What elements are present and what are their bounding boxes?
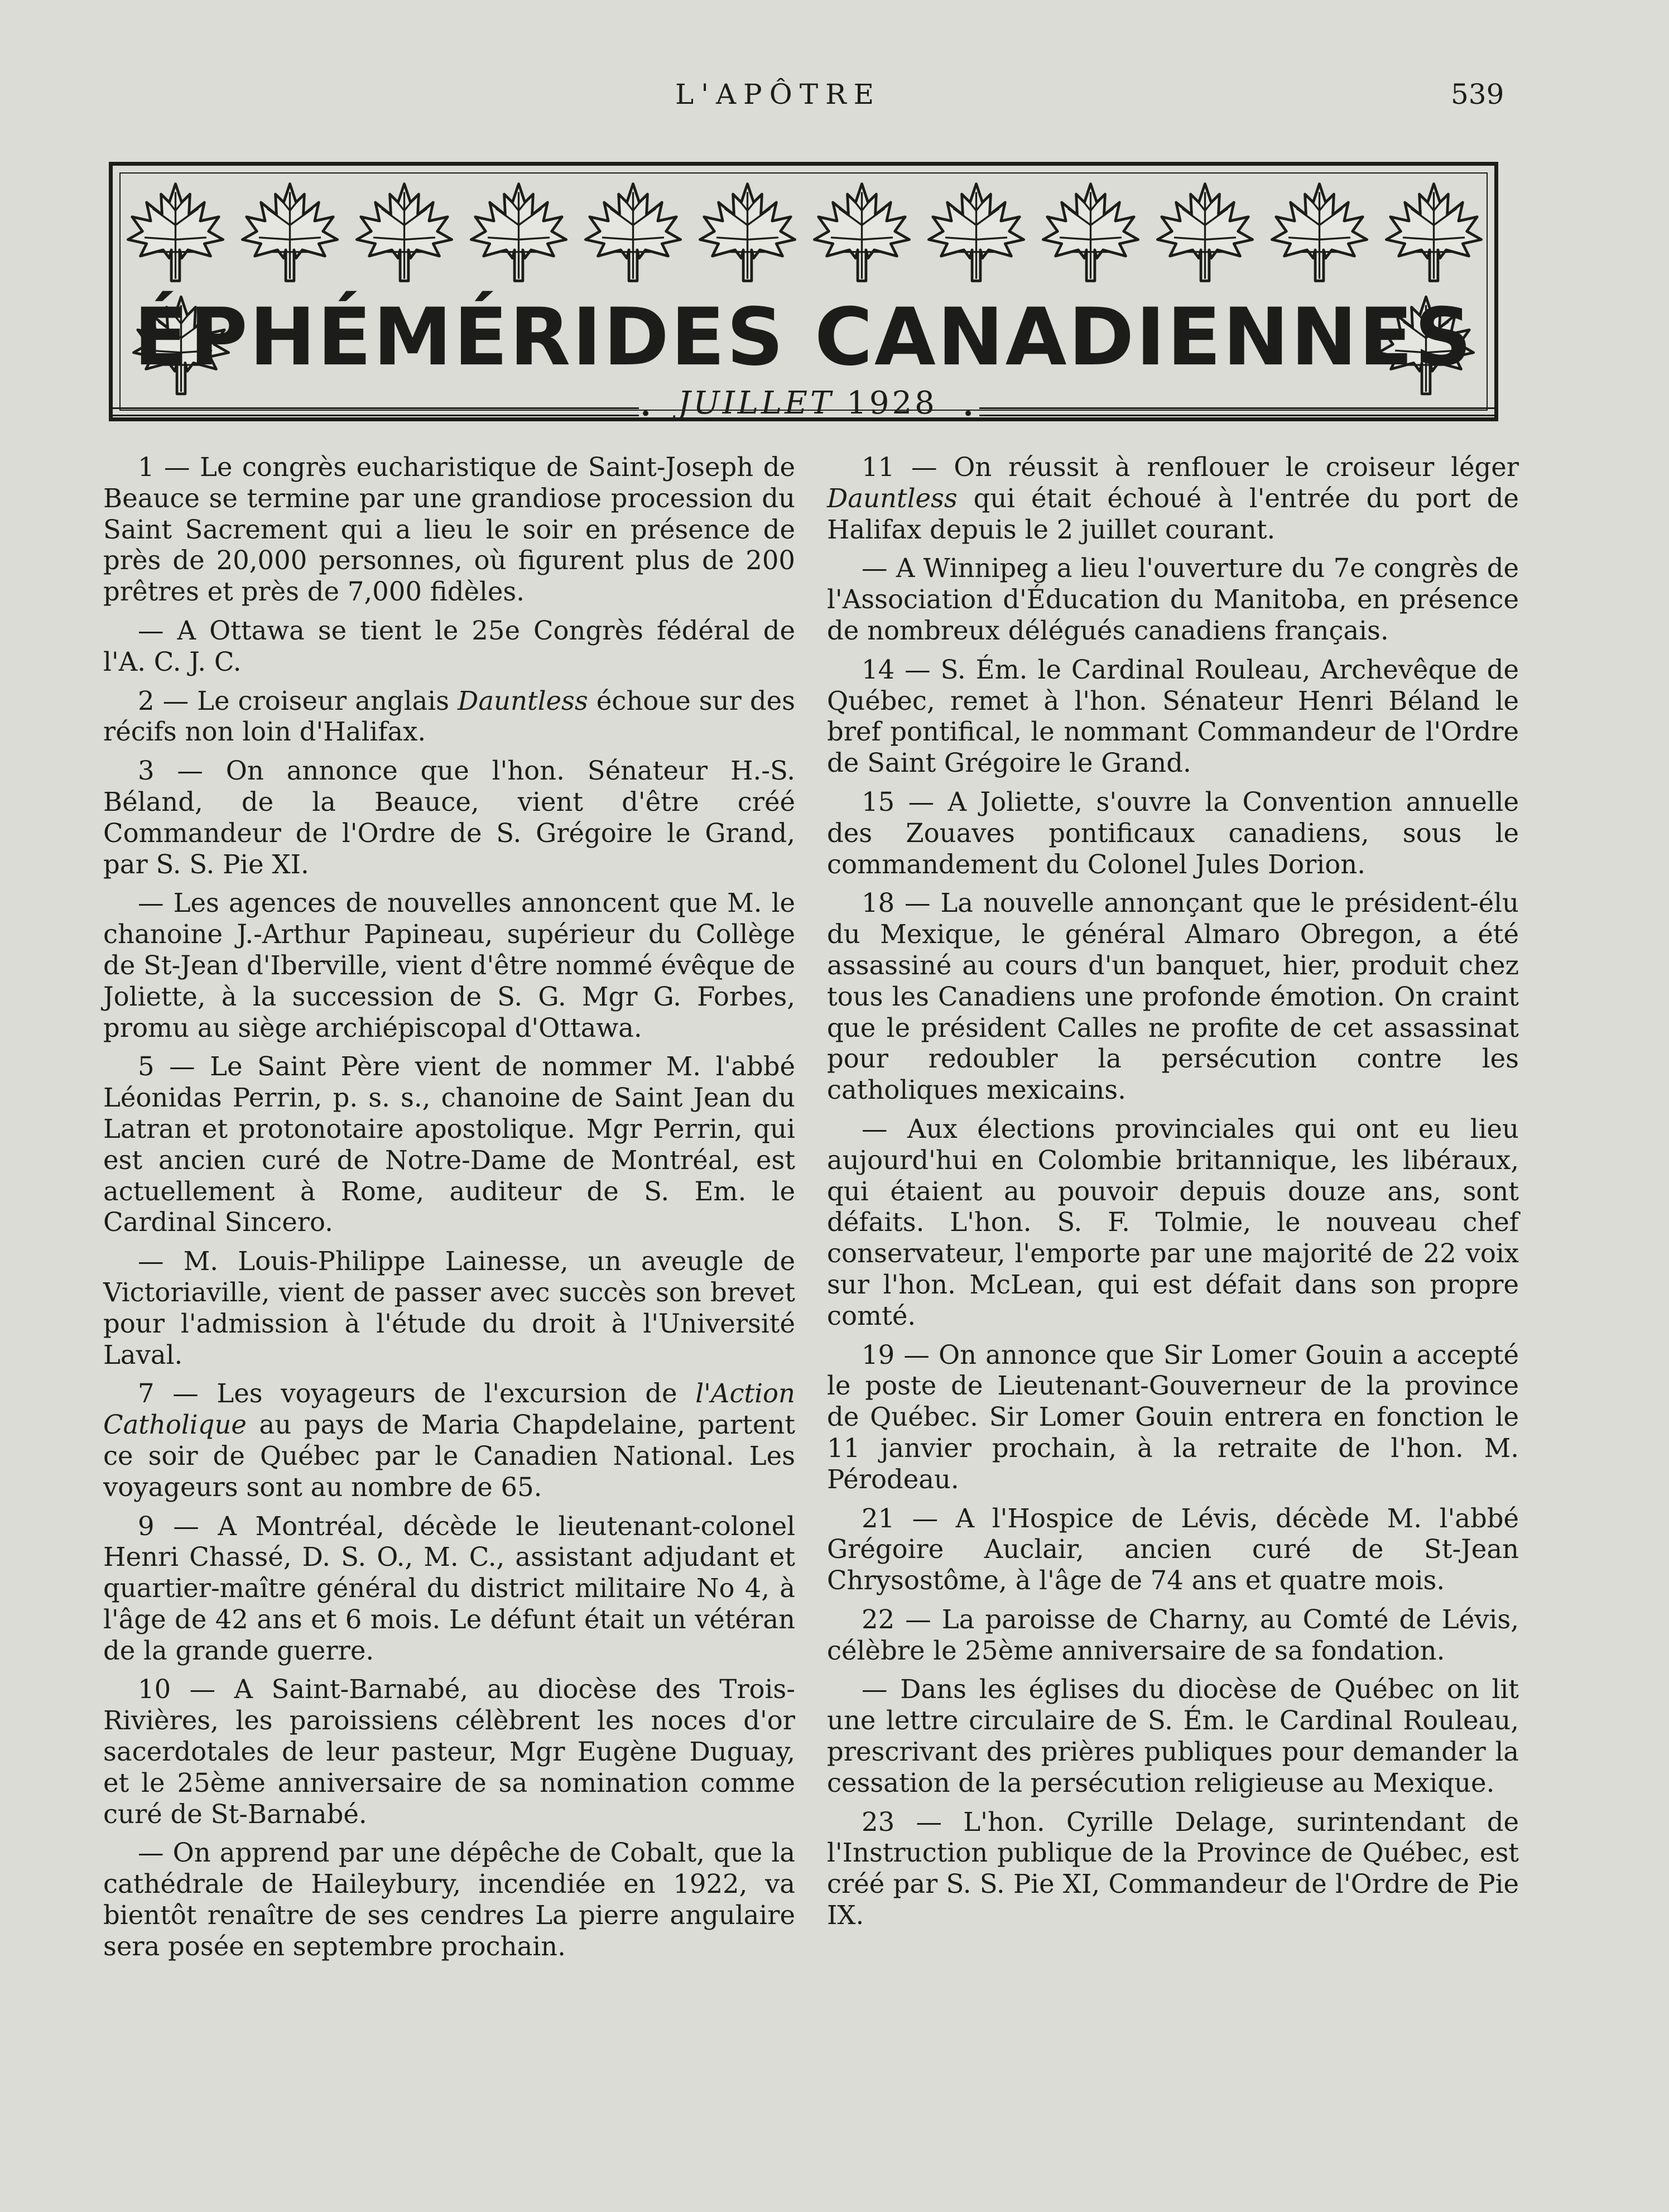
date-year: 1928 <box>846 385 937 421</box>
double-rule-left <box>109 407 639 416</box>
maple-leaf-icon <box>925 180 1028 283</box>
maple-leaf-icon <box>238 180 342 283</box>
entry-paragraph <box>103 1378 795 1503</box>
entry-paragraph: 22 — La paroisse de Charny, au Comté de Lévis, célèbre le 25ème anniversaire de sa fondation. <box>827 1604 1519 1666</box>
entry-text: 7 — Les voyageurs de l'excursion de <box>138 1378 696 1409</box>
maple-leaf-icon <box>581 180 685 283</box>
maple-leaf-icon <box>696 180 799 283</box>
running-title: L'APÔTRE <box>675 78 882 110</box>
entry-paragraph: — A Ottawa se tient le 25e Congrès fédéral de l'A. C. J. C. <box>103 615 795 677</box>
entry-text: au pays de Maria Chapdelaine, partent ce soir de Québec par le Canadien National. Les voyageurs sont au nombre de 65. <box>103 1410 795 1502</box>
entry-paragraph <box>103 686 795 748</box>
entry-text: qui était échoué à l'entrée du port de Halifax depuis le 2 juillet courant. <box>827 483 1519 545</box>
maple-leaf-icon <box>353 180 456 283</box>
date-month: JUILLET <box>678 385 834 421</box>
title-banner <box>109 162 1498 421</box>
rule-ornament: • <box>963 403 974 425</box>
entry-text: échoue sur des récifs non loin d'Halifax. <box>103 685 795 747</box>
banner-title: ÉPHÉMÉRIDES CANADIENNES <box>133 291 1474 383</box>
double-rule-right <box>979 407 1498 416</box>
maple-leaf-icon <box>124 180 227 283</box>
entry-paragraph: 21 — A l'Hospice de Lévis, décède M. l'abbé Grégoire Auclair, ancien curé de St-Jean Chrysostôme, à l'âge de 74 ans et quatre mois. <box>827 1503 1519 1596</box>
entry-paragraph: — Les agences de nouvelles annoncent que M. le chanoine J.-Arthur Papineau, supérieur du Collège de St-Jean d'Iberville, vient d'être nommé évêque de Joliette, à la succession de S. G. Mgr G. Forbes, promu au siège archiépiscopal d'Ottawa. <box>103 888 795 1043</box>
entry-paragraph: 10 — A Saint-Barnabé, au diocèse des Trois-Rivières, les paroissiens célèbrent les noces d'or sacerdotales de leur pasteur, Mgr Eugène Duguay, et le 25ème anniversaire de sa nomination comme curé de St-Barnabé. <box>103 1674 795 1829</box>
entry-paragraph: — On apprend par une dépêche de Cobalt, que la cathédrale de Haileybury, incendiée en 1922, va bientôt renaître de ses cendres La pierre angulaire sera posée en septembre prochain. <box>103 1838 795 1961</box>
maple-leaf-icon <box>1153 180 1257 283</box>
entry-paragraph: 19 — On annonce que Sir Lomer Gouin a accepté le poste de Lieutenant-Gouverneur de la province de Québec. Sir Lomer Gouin entrera en fonction le 11 janvier prochain, à la retraite de l'hon. M. Pérodeau. <box>827 1339 1519 1494</box>
date-line <box>109 385 1498 425</box>
date-heading <box>678 385 937 421</box>
entry-paragraph: 9 — A Montréal, décède le lieutenant-colonel Henri Chassé, D. S. O., M. C., assistant adjudant et quartier-maître général du district militaire No 4, à l'âge de 42 ans et 6 mois. Le défunt était un vétéran de la grande guerre. <box>103 1511 795 1666</box>
rule-ornament: • <box>640 403 652 425</box>
right-column <box>827 452 1519 1939</box>
entry-text: 11 — On réussit à renflouer le croiseur léger <box>862 452 1519 482</box>
page-number: 539 <box>1451 78 1504 110</box>
ship-name: Dauntless <box>827 483 958 513</box>
entry-paragraph <box>827 452 1519 545</box>
entry-paragraph: 18 — La nouvelle annonçant que le président-élu du Mexique, le général Almaro Obregon, a été assassiné au cours d'un banquet, hier, produit chez tous les Canadiens une profonde émotion. On craint que le président Calles ne profite de cet assassinat pour redoubler la persécution contre les catholiques mexicains. <box>827 888 1519 1105</box>
entry-paragraph: 3 — On annonce que l'hon. Sénateur H.-S. Béland, de la Beauce, vient d'être créé Commandeur de l'Ordre de S. Grégoire le Grand, par S. S. Pie XI. <box>103 756 795 879</box>
entry-paragraph: 1 — Le congrès eucharistique de Saint-Joseph de Beauce se termine par une grandiose procession du Saint Sacrement qui a lieu le soir en présence de près de 20,000 personnes, où figurent plus de 200 prêtres et près de 7,000 fidèles. <box>103 452 795 607</box>
entry-paragraph: 14 — S. Ém. le Cardinal Rouleau, Archevêque de Québec, remet à l'hon. Sénateur Henri Béland le bref pontifical, le nommant Commandeur de l'Ordre de Saint Grégoire le Grand. <box>827 654 1519 778</box>
entry-paragraph: — M. Louis-Philippe Lainesse, un aveugle de Victoriaville, vient de passer avec succès son brevet pour l'admission à l'étude du droit à l'Université Laval. <box>103 1246 795 1370</box>
maple-leaf-icon <box>1268 180 1371 283</box>
maple-leaf-icon <box>467 180 570 283</box>
entry-paragraph: — Aux élections provinciales qui ont eu lieu aujourd'hui en Colombie britannique, les libéraux, qui étaient au pouvoir depuis douze ans, sont défaits. L'hon. S. F. Tolmie, le nouveau chef conservateur, l'emporte par une majorité de 22 voix sur l'hon. McLean, qui est défait dans son propre comté. <box>827 1113 1519 1331</box>
entry-paragraph: 23 — L'hon. Cyrille Delage, surintendant de l'Instruction publique de la Province de Québec, est créé par S. S. Pie XI, Commandeur de l'Ordre de Pie IX. <box>827 1806 1519 1931</box>
maple-leaf-icon <box>810 180 913 283</box>
entry-paragraph: — A Winnipeg a lieu l'ouverture du 7e congrès de l'Association d'Éducation du Manitoba, en présence de nombreux délégués canadiens français. <box>827 553 1519 646</box>
newspaper-name: l'Action Catholique <box>103 1378 795 1440</box>
running-head <box>0 78 1669 117</box>
maple-leaf-row <box>124 180 1485 291</box>
entry-paragraph: 5 — Le Saint Père vient de nommer M. l'abbé Léonidas Perrin, p. s. s., chanoine de Saint Jean du Latran et protonotaire apostolique. Mgr Perrin, qui est ancien curé de Notre-Dame de Montréal, est actuellement à Rome, auditeur de S. Em. le Cardinal Sincero. <box>103 1051 795 1238</box>
left-column <box>103 452 795 1970</box>
entry-text: 2 — Le croiseur anglais <box>138 685 458 716</box>
maple-leaf-icon <box>1039 180 1142 283</box>
maple-leaf-icon <box>1382 180 1485 283</box>
entry-paragraph: — Dans les églises du diocèse de Québec on lit une lettre circulaire de S. Ém. le Cardinal Rouleau, prescrivant des prières publiques pour demander la cessation de la persécution religieuse au Mexique. <box>827 1674 1519 1798</box>
ship-name: Dauntless <box>458 685 588 716</box>
entry-paragraph: 15 — A Joliette, s'ouvre la Convention annuelle des Zouaves pontificaux canadiens, sous le commandement du Colonel Jules Dorion. <box>827 786 1519 879</box>
